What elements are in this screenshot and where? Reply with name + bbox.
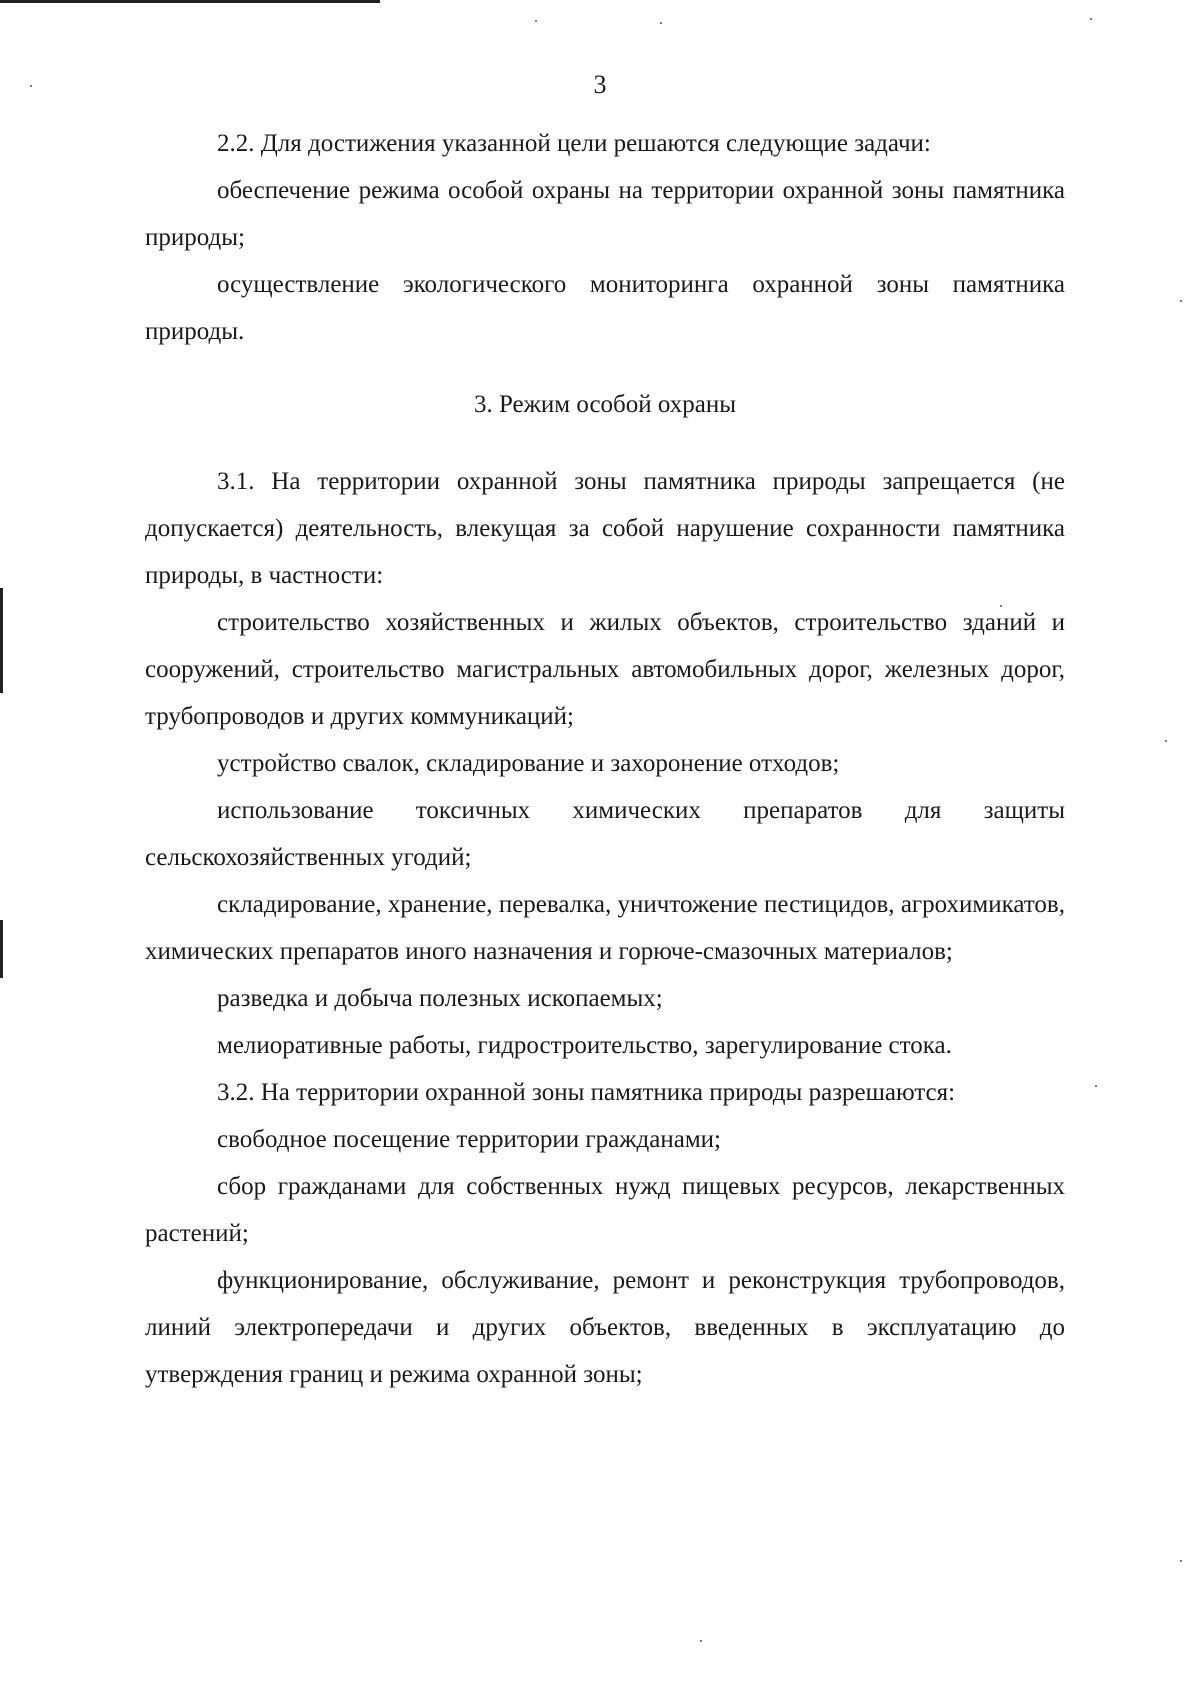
- paragraph: 2.2. Для достижения указанной цели решаются следующие задачи:: [217, 130, 931, 157]
- scan-speck: [660, 22, 662, 24]
- page-number: [0, 70, 1200, 100]
- list-item: сбор гражданами для собственных нужд пищевых ресурсов, лекарственных растений;: [145, 1173, 1065, 1247]
- list-item: разведка и добыча полезных ископаемых;: [217, 985, 663, 1012]
- scan-edge-mark: [0, 920, 3, 978]
- list-item: использование токсичных химических препаратов для защиты сельскохозяйственных угодий;: [145, 797, 1065, 871]
- list-item: складирование, хранение, перевалка, уничтожение пестицидов, агрохимикатов, химических препаратов иного назначения и горюче-смазочных материалов;: [145, 891, 1065, 965]
- scan-edge-mark: [0, 588, 3, 693]
- scan-edge-line: [0, 0, 380, 3]
- paragraph: осуществление экологического мониторинга охранной зоны памятника природы.: [145, 271, 1065, 345]
- paragraph: обеспечение режима особой охраны на территории охранной зоны памятника природы;: [145, 177, 1065, 251]
- scan-speck: [535, 20, 537, 22]
- list-item: мелиоративные работы, гидростроительство, зарегулирование стока.: [217, 1032, 952, 1059]
- list-item: устройство свалок, складирование и захоронение отходов;: [217, 750, 840, 777]
- paragraph: 3.2. На территории охранной зоны памятника природы разрешаются:: [217, 1079, 956, 1106]
- scan-speck: [1095, 1085, 1097, 1087]
- page-number-text: 3: [593, 70, 607, 99]
- list-item: строительство хозяйственных и жилых объектов, строительство зданий и сооружений, строительство магистральных автомобильных дорог, железных дорог, трубопроводов и других коммуникаций;: [145, 609, 1065, 730]
- scan-speck: [700, 1640, 702, 1642]
- list-item: функционирование, обслуживание, ремонт и реконструкция трубопроводов, линий электропередачи и других объектов, введенных в эксплуатацию до утверждения границ и режима охранной зоны;: [145, 1267, 1065, 1388]
- scan-speck: [1180, 300, 1182, 302]
- scan-speck: [1090, 18, 1092, 20]
- section-heading: 3. Режим особой охраны: [473, 391, 737, 418]
- paragraph: 3.1. На территории охранной зоны памятника природы запрещается (не допускается) деятельность, влекущая за собой нарушение сохранности памятника природы, в частности:: [145, 468, 1065, 589]
- scan-speck: [1180, 1560, 1182, 1562]
- scan-speck: [1165, 740, 1167, 742]
- list-item: свободное посещение территории гражданами;: [217, 1126, 721, 1153]
- document-body: [145, 120, 1065, 1398]
